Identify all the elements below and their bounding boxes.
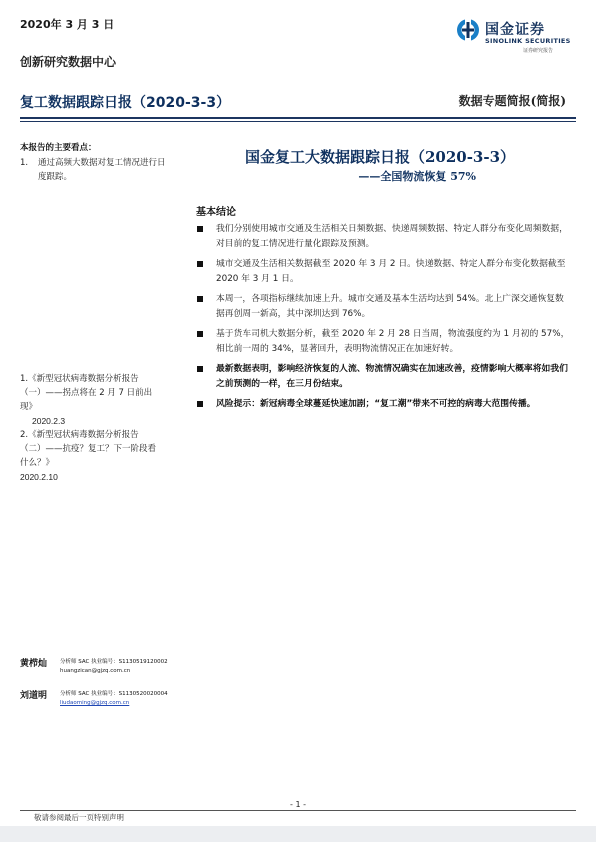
bullet-square-icon [197, 226, 203, 232]
conclusion-text: 基于货车司机大数据分析，截至 2020 年 2 月 28 日当周，物流强度约为 1 月初的 57%，相比前一周的 34%，显著回升，表明物流情况正在加速好转。 [216, 329, 570, 354]
research-center-name: 创新研究数据中心 [20, 55, 117, 69]
bullet-square-icon [197, 331, 203, 337]
risk-warning-text: 风险提示：新冠病毒全球蔓延快速加剧；“复工潮”带来不可控的病毒大范围传播。 [216, 399, 536, 409]
analyst-name: 黄栉灿 [20, 659, 48, 669]
key-point-text: 通过高频大数据对复工情况进行日度跟踪。 [38, 158, 166, 182]
conclusion-text: 我们分别使用城市交通及生活相关日频数据、快递周频数据、特定人群分布变化周频数据，对目前的复工情况进行量化跟踪及预测。 [216, 224, 568, 249]
logo-chinese-name: 国金证券 [485, 22, 545, 38]
analyst-list [20, 656, 190, 720]
analyst-card [20, 656, 190, 688]
report-title: 复工数据跟踪日报（2020-3-3） [20, 95, 231, 111]
analyst-email-link[interactable]: liudaoming@gjzq.com.cn [60, 700, 130, 706]
report-date: 2020年 3 月 3 日 [20, 18, 115, 31]
related-report-date: 2020.2.10 [20, 472, 58, 482]
report-type: 数据专题简报(简报) [458, 94, 566, 108]
logo-subtitle: 证券研究报告 [523, 48, 554, 54]
conclusion-list [196, 222, 572, 418]
bullet-square-icon [197, 296, 203, 302]
page-number: - 1 - [290, 800, 306, 809]
analyst-sac-number: 分析师 SAC 执业编号：S1130519120002 [60, 659, 168, 665]
header-divider [20, 117, 576, 119]
key-point-number: 1. [20, 158, 29, 168]
related-report-item[interactable] [20, 428, 158, 484]
related-report-item[interactable] [20, 372, 158, 428]
risk-warning-item [196, 397, 572, 412]
sinolink-logo-icon [456, 18, 480, 42]
analyst-name: 刘道明 [20, 691, 48, 701]
bullet-square-icon [197, 366, 203, 372]
conclusion-item [196, 327, 572, 356]
header-divider-thin [20, 121, 576, 122]
analyst-email[interactable]: huangzican@gjzq.com.cn [60, 668, 131, 674]
bullet-square-icon [197, 261, 203, 267]
footer-band [0, 826, 596, 842]
main-title: 国金复工大数据跟踪日报（2020-3-3） [244, 148, 516, 166]
section-title-conclusions: 基本结论 [196, 207, 236, 218]
conclusion-item-highlight [196, 362, 572, 391]
analyst-sac-number: 分析师 SAC 执业编号：S1130520020004 [60, 691, 168, 697]
related-report-title: 1.《新型冠状病毒数据分析报告（一）——拐点将在 2 月 7 日前出现》 [20, 374, 153, 412]
main-subtitle: ——全国物流恢复 57% [358, 170, 476, 183]
conclusion-item [196, 257, 572, 286]
key-point-item [20, 156, 170, 184]
analyst-card [20, 688, 190, 720]
key-points-title: 本报告的主要看点： [20, 143, 97, 153]
conclusion-text: 本周一，各项指标继续加速上升。城市交通及基本生活均达到 54%。北上广深交通恢复数据再创周一新高，其中深圳达到 76%。 [216, 294, 564, 319]
disclaimer-note[interactable]: 敬请参阅最后一页特别声明 [34, 813, 124, 822]
logo-english-name: SINOLINK SECURITIES [485, 37, 571, 45]
footer-divider [20, 810, 576, 811]
conclusion-text: 最新数据表明，影响经济恢复的人流、物流情况确实在加速改善，疫情影响大概率将如我们之前预测的一样，在三月份结束。 [216, 364, 568, 389]
key-points-panel [20, 141, 170, 184]
conclusion-item [196, 292, 572, 321]
related-reports [20, 372, 158, 484]
bullet-square-icon [197, 401, 203, 407]
conclusion-item [196, 222, 572, 251]
conclusion-text: 城市交通及生活相关数据截至 2020 年 3 月 2 日。快递数据、特定人群分布变化数据截至 2020 年 3 月 1 日。 [216, 259, 566, 284]
related-report-date: 2020.2.3 [32, 416, 66, 426]
company-logo [456, 16, 576, 56]
related-report-title: 2.《新型冠状病毒数据分析报告（二）——抗疫？复工？下一阶段看什么？》 [20, 430, 157, 468]
